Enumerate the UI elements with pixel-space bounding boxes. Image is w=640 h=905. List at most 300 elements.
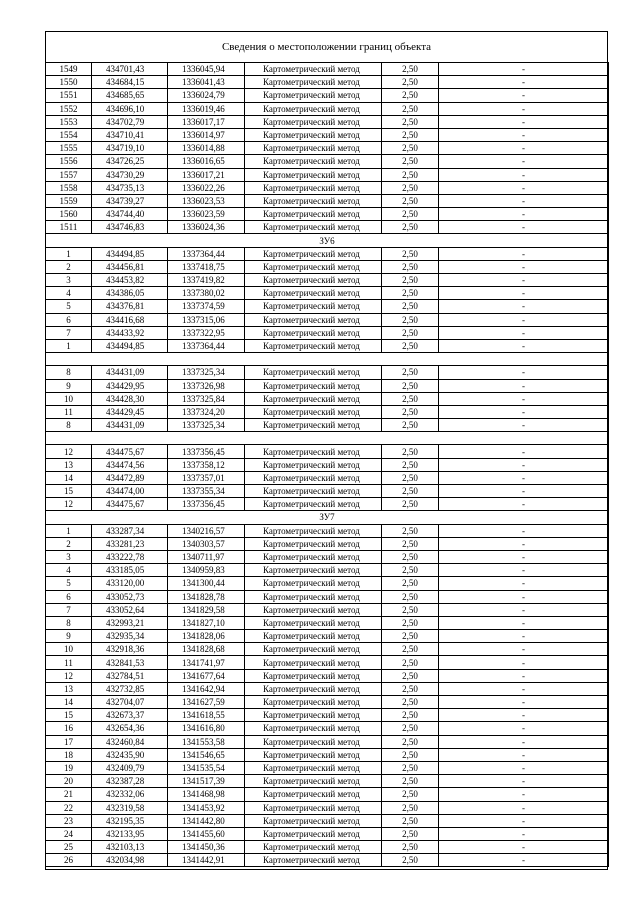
point-number-cell: 7 bbox=[46, 326, 92, 339]
x-coordinate-cell: 433222,78 bbox=[92, 550, 168, 563]
x-coordinate-cell: 434494,85 bbox=[92, 339, 168, 352]
accuracy-cell: 2,50 bbox=[382, 168, 439, 181]
table-row bbox=[46, 313, 609, 326]
table-row bbox=[46, 155, 609, 168]
accuracy-cell: 2,50 bbox=[382, 102, 439, 115]
x-coordinate-cell: 432654,36 bbox=[92, 722, 168, 735]
note-cell: - bbox=[439, 379, 609, 392]
point-number-cell: 25 bbox=[46, 841, 92, 854]
x-coordinate-cell: 432332,06 bbox=[92, 788, 168, 801]
table-row bbox=[46, 841, 609, 854]
method-cell: Картометрический метод bbox=[245, 287, 382, 300]
note-cell: - bbox=[439, 709, 609, 722]
y-coordinate-cell: 1341300,44 bbox=[168, 577, 245, 590]
method-cell: Картометрический метод bbox=[245, 405, 382, 418]
accuracy-cell: 2,50 bbox=[382, 89, 439, 102]
method-cell: Картометрический метод bbox=[245, 669, 382, 682]
y-coordinate-cell: 1337418,75 bbox=[168, 260, 245, 273]
point-number-cell: 11 bbox=[46, 656, 92, 669]
point-number-cell: 18 bbox=[46, 748, 92, 761]
note-cell: - bbox=[439, 827, 609, 840]
y-coordinate-cell: 1340959,83 bbox=[168, 564, 245, 577]
y-coordinate-cell: 1341455,60 bbox=[168, 827, 245, 840]
note-cell: - bbox=[439, 221, 609, 234]
table-row bbox=[46, 419, 609, 432]
table-row bbox=[46, 669, 609, 682]
note-cell: - bbox=[439, 682, 609, 695]
accuracy-cell: 2,50 bbox=[382, 498, 439, 511]
method-cell: Картометрический метод bbox=[245, 208, 382, 221]
point-number-cell: 4 bbox=[46, 287, 92, 300]
accuracy-cell: 2,50 bbox=[382, 221, 439, 234]
y-coordinate-cell: 1336024,79 bbox=[168, 89, 245, 102]
point-number-cell: 8 bbox=[46, 616, 92, 629]
accuracy-cell: 2,50 bbox=[382, 471, 439, 484]
x-coordinate-cell: 433120,00 bbox=[92, 577, 168, 590]
point-number-cell: 10 bbox=[46, 643, 92, 656]
accuracy-cell: 2,50 bbox=[382, 630, 439, 643]
y-coordinate-cell: 1337380,02 bbox=[168, 287, 245, 300]
accuracy-cell: 2,50 bbox=[382, 603, 439, 616]
y-coordinate-cell: 1337324,20 bbox=[168, 405, 245, 418]
point-number-cell: 5 bbox=[46, 577, 92, 590]
table-row bbox=[46, 748, 609, 761]
note-cell: - bbox=[439, 326, 609, 339]
x-coordinate-cell: 434474,00 bbox=[92, 485, 168, 498]
note-cell: - bbox=[439, 748, 609, 761]
x-coordinate-cell: 434386,05 bbox=[92, 287, 168, 300]
note-cell: - bbox=[439, 669, 609, 682]
accuracy-cell: 2,50 bbox=[382, 643, 439, 656]
accuracy-cell: 2,50 bbox=[382, 339, 439, 352]
accuracy-cell: 2,50 bbox=[382, 537, 439, 550]
method-cell: Картометрический метод bbox=[245, 155, 382, 168]
x-coordinate-cell: 433281,23 bbox=[92, 537, 168, 550]
method-cell: Картометрический метод bbox=[245, 168, 382, 181]
method-cell: Картометрический метод bbox=[245, 102, 382, 115]
table-row bbox=[46, 181, 609, 194]
table-row bbox=[46, 392, 609, 405]
accuracy-cell: 2,50 bbox=[382, 260, 439, 273]
x-coordinate-cell: 434428,30 bbox=[92, 392, 168, 405]
method-cell: Картометрический метод bbox=[245, 458, 382, 471]
point-number-cell: 24 bbox=[46, 827, 92, 840]
method-cell: Картометрический метод bbox=[245, 841, 382, 854]
y-coordinate-cell: 1341442,80 bbox=[168, 814, 245, 827]
note-cell: - bbox=[439, 616, 609, 629]
note-cell: - bbox=[439, 419, 609, 432]
point-number-cell: 1557 bbox=[46, 168, 92, 181]
method-cell: Картометрический метод bbox=[245, 801, 382, 814]
point-number-cell: 20 bbox=[46, 775, 92, 788]
y-coordinate-cell: 1336016,65 bbox=[168, 155, 245, 168]
y-coordinate-cell: 1337325,34 bbox=[168, 366, 245, 379]
method-cell: Картометрический метод bbox=[245, 419, 382, 432]
method-cell: Картометрический метод bbox=[245, 221, 382, 234]
x-coordinate-cell: 432409,79 bbox=[92, 761, 168, 774]
method-cell: Картометрический метод bbox=[245, 524, 382, 537]
method-cell: Картометрический метод bbox=[245, 696, 382, 709]
table-row bbox=[46, 788, 609, 801]
method-cell: Картометрический метод bbox=[245, 194, 382, 207]
y-coordinate-cell: 1341453,92 bbox=[168, 801, 245, 814]
note-cell: - bbox=[439, 577, 609, 590]
table-row bbox=[46, 128, 609, 141]
note-cell: - bbox=[439, 643, 609, 656]
accuracy-cell: 2,50 bbox=[382, 827, 439, 840]
accuracy-cell: 2,50 bbox=[382, 682, 439, 695]
x-coordinate-cell: 432387,28 bbox=[92, 775, 168, 788]
x-coordinate-cell: 432435,90 bbox=[92, 748, 168, 761]
method-cell: Картометрический метод bbox=[245, 339, 382, 352]
note-cell: - bbox=[439, 445, 609, 458]
method-cell: Картометрический метод bbox=[245, 181, 382, 194]
note-cell: - bbox=[439, 392, 609, 405]
point-number-cell: 5 bbox=[46, 300, 92, 313]
section-row bbox=[46, 353, 609, 366]
x-coordinate-cell: 434431,09 bbox=[92, 419, 168, 432]
table-row bbox=[46, 577, 609, 590]
y-coordinate-cell: 1336017,21 bbox=[168, 168, 245, 181]
y-coordinate-cell: 1336045,94 bbox=[168, 63, 245, 76]
y-coordinate-cell: 1337325,34 bbox=[168, 419, 245, 432]
section-row bbox=[46, 511, 609, 524]
note-cell: - bbox=[439, 168, 609, 181]
method-cell: Картометрический метод bbox=[245, 630, 382, 643]
note-cell: - bbox=[439, 208, 609, 221]
table-row bbox=[46, 564, 609, 577]
method-cell: Картометрический метод bbox=[245, 498, 382, 511]
y-coordinate-cell: 1336017,17 bbox=[168, 115, 245, 128]
method-cell: Картометрический метод bbox=[245, 63, 382, 76]
point-number-cell: 23 bbox=[46, 814, 92, 827]
note-cell: - bbox=[439, 630, 609, 643]
x-coordinate-cell: 434739,27 bbox=[92, 194, 168, 207]
accuracy-cell: 2,50 bbox=[382, 247, 439, 260]
note-cell: - bbox=[439, 102, 609, 115]
y-coordinate-cell: 1341468,98 bbox=[168, 788, 245, 801]
accuracy-cell: 2,50 bbox=[382, 208, 439, 221]
method-cell: Картометрический метод bbox=[245, 814, 382, 827]
accuracy-cell: 2,50 bbox=[382, 854, 439, 867]
point-number-cell: 12 bbox=[46, 669, 92, 682]
x-coordinate-cell: 432704,07 bbox=[92, 696, 168, 709]
accuracy-cell: 2,50 bbox=[382, 181, 439, 194]
x-coordinate-cell: 432732,85 bbox=[92, 682, 168, 695]
point-number-cell: 8 bbox=[46, 419, 92, 432]
y-coordinate-cell: 1337419,82 bbox=[168, 274, 245, 287]
accuracy-cell: 2,50 bbox=[382, 775, 439, 788]
method-cell: Картометрический метод bbox=[245, 788, 382, 801]
accuracy-cell: 2,50 bbox=[382, 656, 439, 669]
y-coordinate-cell: 1337326,98 bbox=[168, 379, 245, 392]
point-number-cell: 1551 bbox=[46, 89, 92, 102]
y-coordinate-cell: 1337357,01 bbox=[168, 471, 245, 484]
point-number-cell: 21 bbox=[46, 788, 92, 801]
accuracy-cell: 2,50 bbox=[382, 761, 439, 774]
accuracy-cell: 2,50 bbox=[382, 669, 439, 682]
section-row bbox=[46, 234, 609, 247]
x-coordinate-cell: 434472,89 bbox=[92, 471, 168, 484]
table-row bbox=[46, 115, 609, 128]
accuracy-cell: 2,50 bbox=[382, 194, 439, 207]
accuracy-cell: 2,50 bbox=[382, 76, 439, 89]
note-cell: - bbox=[439, 603, 609, 616]
x-coordinate-cell: 434702,79 bbox=[92, 115, 168, 128]
method-cell: Картометрический метод bbox=[245, 564, 382, 577]
method-cell: Картометрический метод bbox=[245, 656, 382, 669]
accuracy-cell: 2,50 bbox=[382, 274, 439, 287]
point-number-cell: 1556 bbox=[46, 155, 92, 168]
accuracy-cell: 2,50 bbox=[382, 326, 439, 339]
point-number-cell: 3 bbox=[46, 550, 92, 563]
y-coordinate-cell: 1336019,46 bbox=[168, 102, 245, 115]
point-number-cell: 22 bbox=[46, 801, 92, 814]
note-cell: - bbox=[439, 247, 609, 260]
note-cell: - bbox=[439, 313, 609, 326]
method-cell: Картометрический метод bbox=[245, 643, 382, 656]
point-number-cell: 7 bbox=[46, 603, 92, 616]
point-number-cell: 6 bbox=[46, 313, 92, 326]
x-coordinate-cell: 434433,92 bbox=[92, 326, 168, 339]
note-cell: - bbox=[439, 142, 609, 155]
accuracy-cell: 2,50 bbox=[382, 590, 439, 603]
y-coordinate-cell: 1336041,43 bbox=[168, 76, 245, 89]
method-cell: Картометрический метод bbox=[245, 537, 382, 550]
method-cell: Картометрический метод bbox=[245, 326, 382, 339]
y-coordinate-cell: 1337364,44 bbox=[168, 339, 245, 352]
accuracy-cell: 2,50 bbox=[382, 524, 439, 537]
table-row bbox=[46, 366, 609, 379]
method-cell: Картометрический метод bbox=[245, 761, 382, 774]
table-row bbox=[46, 630, 609, 643]
point-number-cell: 15 bbox=[46, 709, 92, 722]
table-row bbox=[46, 498, 609, 511]
x-coordinate-cell: 434431,09 bbox=[92, 366, 168, 379]
y-coordinate-cell: 1341517,39 bbox=[168, 775, 245, 788]
table-row bbox=[46, 801, 609, 814]
accuracy-cell: 2,50 bbox=[382, 564, 439, 577]
x-coordinate-cell: 434429,45 bbox=[92, 405, 168, 418]
note-cell: - bbox=[439, 405, 609, 418]
method-cell: Картометрический метод bbox=[245, 247, 382, 260]
note-cell: - bbox=[439, 181, 609, 194]
table-row bbox=[46, 696, 609, 709]
x-coordinate-cell: 432034,98 bbox=[92, 854, 168, 867]
accuracy-cell: 2,50 bbox=[382, 788, 439, 801]
method-cell: Картометрический метод bbox=[245, 115, 382, 128]
method-cell: Картометрический метод bbox=[245, 748, 382, 761]
method-cell: Картометрический метод bbox=[245, 366, 382, 379]
x-coordinate-cell: 434494,85 bbox=[92, 247, 168, 260]
method-cell: Картометрический метод bbox=[245, 603, 382, 616]
point-number-cell: 2 bbox=[46, 537, 92, 550]
x-coordinate-cell: 434475,67 bbox=[92, 445, 168, 458]
y-coordinate-cell: 1340711,97 bbox=[168, 550, 245, 563]
section-label: ЗУ6 bbox=[46, 234, 609, 247]
accuracy-cell: 2,50 bbox=[382, 485, 439, 498]
point-number-cell: 1 bbox=[46, 339, 92, 352]
method-cell: Картометрический метод bbox=[245, 590, 382, 603]
x-coordinate-cell: 434429,95 bbox=[92, 379, 168, 392]
y-coordinate-cell: 1341829,58 bbox=[168, 603, 245, 616]
y-coordinate-cell: 1340303,57 bbox=[168, 537, 245, 550]
y-coordinate-cell: 1340216,57 bbox=[168, 524, 245, 537]
method-cell: Картометрический метод bbox=[245, 142, 382, 155]
x-coordinate-cell: 432319,58 bbox=[92, 801, 168, 814]
point-number-cell: 12 bbox=[46, 498, 92, 511]
point-number-cell: 9 bbox=[46, 630, 92, 643]
y-coordinate-cell: 1341828,06 bbox=[168, 630, 245, 643]
x-coordinate-cell: 432918,36 bbox=[92, 643, 168, 656]
table-row bbox=[46, 326, 609, 339]
x-coordinate-cell: 434710,41 bbox=[92, 128, 168, 141]
table-body bbox=[46, 63, 609, 867]
x-coordinate-cell: 434685,65 bbox=[92, 89, 168, 102]
x-coordinate-cell: 432195,35 bbox=[92, 814, 168, 827]
note-cell: - bbox=[439, 128, 609, 141]
accuracy-cell: 2,50 bbox=[382, 405, 439, 418]
y-coordinate-cell: 1337356,45 bbox=[168, 498, 245, 511]
note-cell: - bbox=[439, 498, 609, 511]
y-coordinate-cell: 1337374,59 bbox=[168, 300, 245, 313]
method-cell: Картометрический метод bbox=[245, 392, 382, 405]
table-row bbox=[46, 537, 609, 550]
table-row bbox=[46, 300, 609, 313]
y-coordinate-cell: 1341450,36 bbox=[168, 841, 245, 854]
table-row bbox=[46, 682, 609, 695]
note-cell: - bbox=[439, 735, 609, 748]
point-number-cell: 1511 bbox=[46, 221, 92, 234]
x-coordinate-cell: 432673,37 bbox=[92, 709, 168, 722]
point-number-cell: 1559 bbox=[46, 194, 92, 207]
table-row bbox=[46, 63, 609, 76]
table-row bbox=[46, 379, 609, 392]
method-cell: Картометрический метод bbox=[245, 827, 382, 840]
x-coordinate-cell: 434735,13 bbox=[92, 181, 168, 194]
y-coordinate-cell: 1341535,54 bbox=[168, 761, 245, 774]
point-number-cell: 1 bbox=[46, 247, 92, 260]
y-coordinate-cell: 1337315,06 bbox=[168, 313, 245, 326]
point-number-cell: 19 bbox=[46, 761, 92, 774]
table-row bbox=[46, 405, 609, 418]
x-coordinate-cell: 432841,53 bbox=[92, 656, 168, 669]
point-number-cell: 1553 bbox=[46, 115, 92, 128]
table-row bbox=[46, 550, 609, 563]
accuracy-cell: 2,50 bbox=[382, 63, 439, 76]
table-row bbox=[46, 722, 609, 735]
y-coordinate-cell: 1336014,88 bbox=[168, 142, 245, 155]
x-coordinate-cell: 434701,43 bbox=[92, 63, 168, 76]
x-coordinate-cell: 434746,83 bbox=[92, 221, 168, 234]
y-coordinate-cell: 1337355,34 bbox=[168, 485, 245, 498]
section-label: ЗУ7 bbox=[46, 511, 609, 524]
point-number-cell: 8 bbox=[46, 366, 92, 379]
accuracy-cell: 2,50 bbox=[382, 115, 439, 128]
section-label bbox=[46, 432, 609, 445]
note-cell: - bbox=[439, 458, 609, 471]
table-row bbox=[46, 142, 609, 155]
accuracy-cell: 2,50 bbox=[382, 392, 439, 405]
note-cell: - bbox=[439, 471, 609, 484]
y-coordinate-cell: 1341618,55 bbox=[168, 709, 245, 722]
note-cell: - bbox=[439, 696, 609, 709]
document-frame bbox=[45, 31, 608, 870]
x-coordinate-cell: 434719,10 bbox=[92, 142, 168, 155]
table-row bbox=[46, 194, 609, 207]
method-cell: Картометрический метод bbox=[245, 128, 382, 141]
point-number-cell: 6 bbox=[46, 590, 92, 603]
x-coordinate-cell: 434475,67 bbox=[92, 498, 168, 511]
table-row bbox=[46, 221, 609, 234]
table-row bbox=[46, 775, 609, 788]
accuracy-cell: 2,50 bbox=[382, 366, 439, 379]
accuracy-cell: 2,50 bbox=[382, 841, 439, 854]
table-row bbox=[46, 76, 609, 89]
accuracy-cell: 2,50 bbox=[382, 445, 439, 458]
accuracy-cell: 2,50 bbox=[382, 155, 439, 168]
note-cell: - bbox=[439, 775, 609, 788]
note-cell: - bbox=[439, 76, 609, 89]
y-coordinate-cell: 1341828,78 bbox=[168, 590, 245, 603]
y-coordinate-cell: 1336022,26 bbox=[168, 181, 245, 194]
method-cell: Картометрический метод bbox=[245, 379, 382, 392]
note-cell: - bbox=[439, 339, 609, 352]
y-coordinate-cell: 1336014,97 bbox=[168, 128, 245, 141]
table-row bbox=[46, 524, 609, 537]
method-cell: Картометрический метод bbox=[245, 550, 382, 563]
y-coordinate-cell: 1337322,95 bbox=[168, 326, 245, 339]
table-row bbox=[46, 471, 609, 484]
x-coordinate-cell: 433052,64 bbox=[92, 603, 168, 616]
accuracy-cell: 2,50 bbox=[382, 142, 439, 155]
note-cell: - bbox=[439, 194, 609, 207]
y-coordinate-cell: 1337358,12 bbox=[168, 458, 245, 471]
y-coordinate-cell: 1341553,58 bbox=[168, 735, 245, 748]
method-cell: Картометрический метод bbox=[245, 682, 382, 695]
y-coordinate-cell: 1341827,10 bbox=[168, 616, 245, 629]
y-coordinate-cell: 1341616,80 bbox=[168, 722, 245, 735]
point-number-cell: 1554 bbox=[46, 128, 92, 141]
point-number-cell: 1558 bbox=[46, 181, 92, 194]
y-coordinate-cell: 1337364,44 bbox=[168, 247, 245, 260]
table-row bbox=[46, 208, 609, 221]
note-cell: - bbox=[439, 63, 609, 76]
note-cell: - bbox=[439, 155, 609, 168]
method-cell: Картометрический метод bbox=[245, 313, 382, 326]
point-number-cell: 10 bbox=[46, 392, 92, 405]
y-coordinate-cell: 1341642,94 bbox=[168, 682, 245, 695]
table-row bbox=[46, 854, 609, 867]
y-coordinate-cell: 1337356,45 bbox=[168, 445, 245, 458]
x-coordinate-cell: 434744,40 bbox=[92, 208, 168, 221]
point-number-cell: 15 bbox=[46, 485, 92, 498]
y-coordinate-cell: 1336023,53 bbox=[168, 194, 245, 207]
y-coordinate-cell: 1336023,59 bbox=[168, 208, 245, 221]
x-coordinate-cell: 432133,95 bbox=[92, 827, 168, 840]
x-coordinate-cell: 433052,73 bbox=[92, 590, 168, 603]
table-row bbox=[46, 709, 609, 722]
method-cell: Картометрический метод bbox=[245, 260, 382, 273]
accuracy-cell: 2,50 bbox=[382, 801, 439, 814]
table-row bbox=[46, 616, 609, 629]
accuracy-cell: 2,50 bbox=[382, 748, 439, 761]
method-cell: Картометрический метод bbox=[245, 775, 382, 788]
note-cell: - bbox=[439, 366, 609, 379]
table-row bbox=[46, 827, 609, 840]
point-number-cell: 26 bbox=[46, 854, 92, 867]
note-cell: - bbox=[439, 841, 609, 854]
